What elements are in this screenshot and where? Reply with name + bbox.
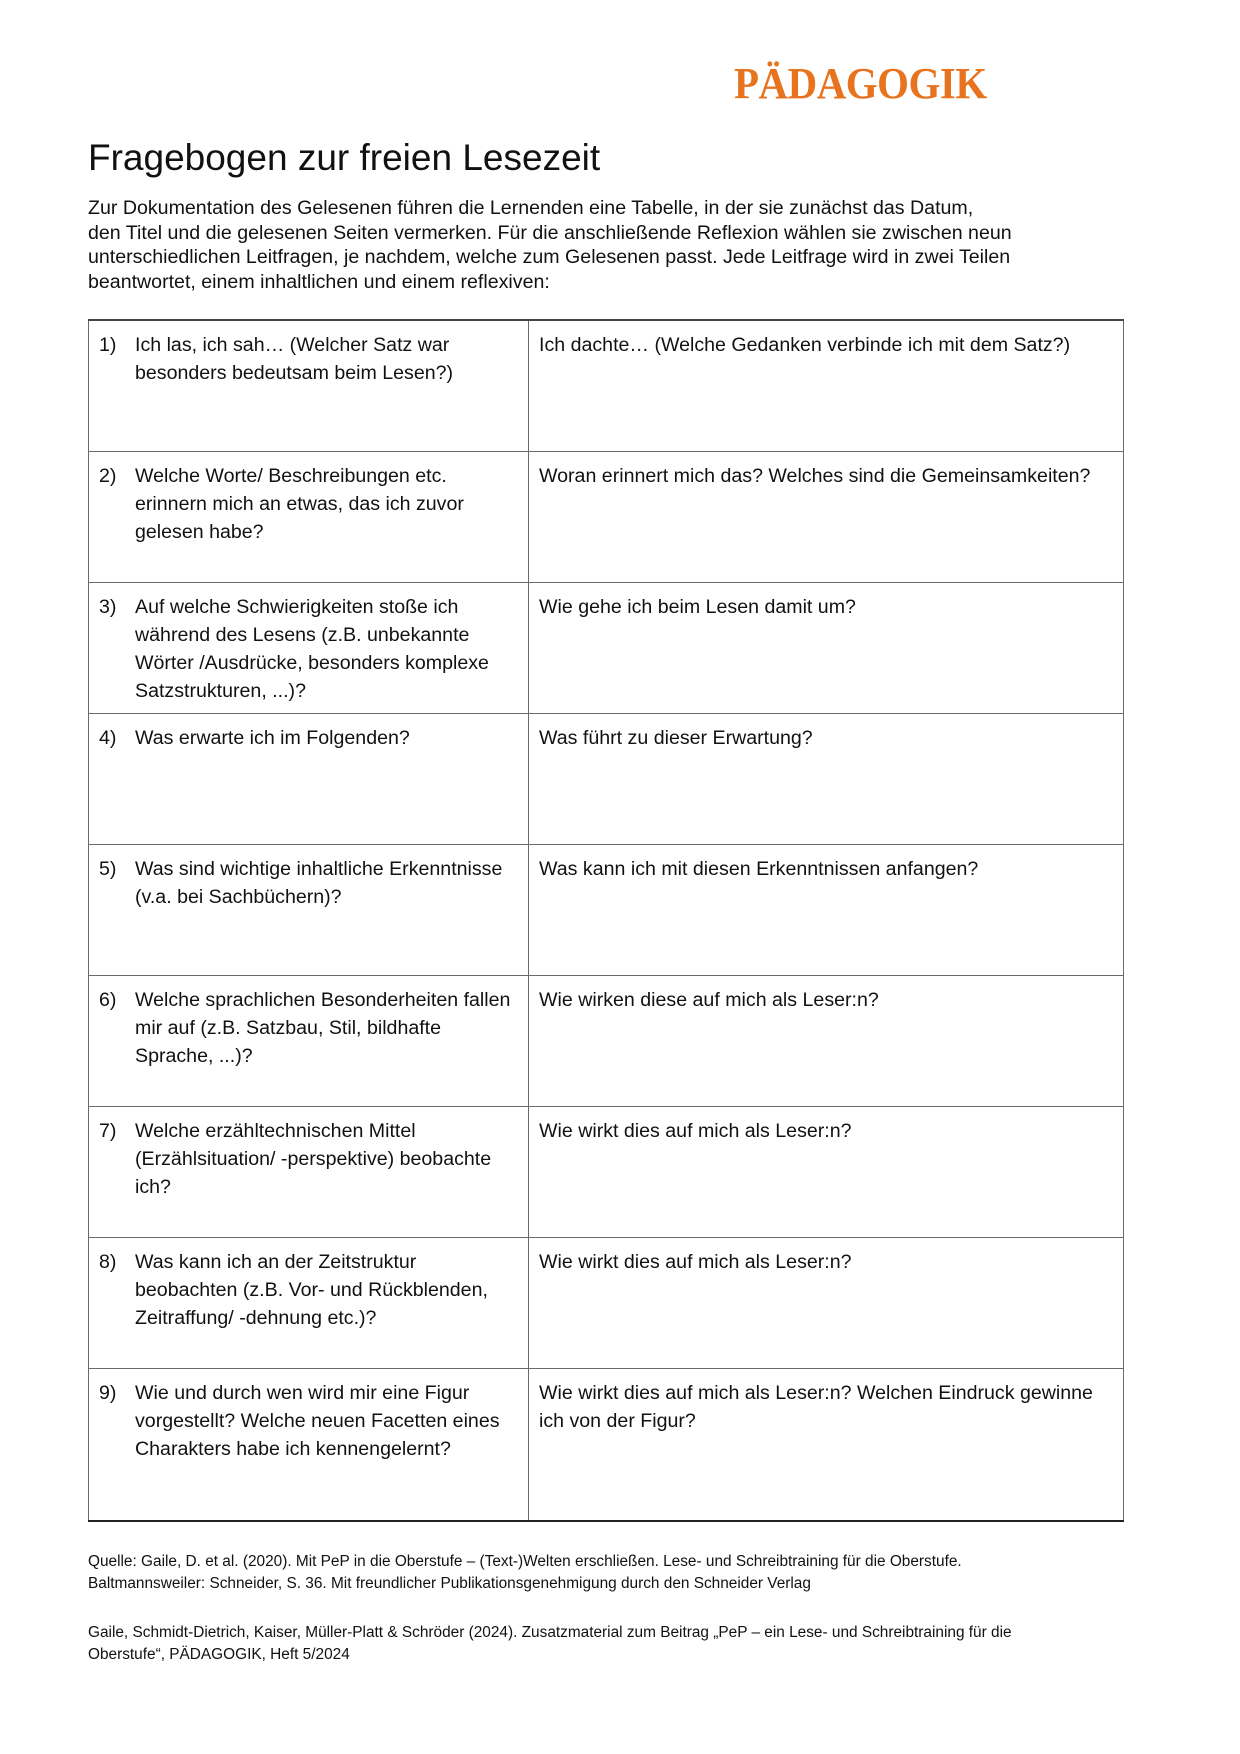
question-text: Auf welche Schwierigkeiten stoße ich während des Lesens (z.B. unbekannte Wörter /Ausdrücke, besonders komplexe Satzstrukturen, ...)? [135, 595, 489, 702]
question-text: Was kann ich an der Zeitstruktur beobachten (z.B. Vor- und Rückblenden, Zeitraffung/ -dehnung etc.)? [135, 1250, 488, 1329]
table-row [89, 844, 1124, 975]
source-citation [88, 1551, 1148, 1595]
question-number: 5) [99, 857, 117, 880]
credit-line: Gaile, Schmidt-Dietrich, Kaiser, Müller-Platt & Schröder (2024). Zusatzmaterial zum Beitrag „PeP – ein Lese- und Schreibtraining für die [88, 1624, 1012, 1641]
reflection-cell [529, 713, 1124, 844]
question-cell [89, 320, 529, 451]
reflection-cell [529, 582, 1124, 713]
source-line: Quelle: Gaile, D. et al. (2020). Mit PeP in die Oberstufe – (Text-)Welten erschließen. Lese- und Schreibtraining für die Oberstufe. [88, 1553, 962, 1570]
table-row [89, 1106, 1124, 1237]
question-text: Was erwarte ich im Folgenden? [135, 726, 410, 749]
question-number: 6) [99, 988, 117, 1011]
credit-citation [88, 1622, 1148, 1666]
question-text: Welche sprachlichen Besonderheiten fallen mir auf (z.B. Satzbau, Stil, bildhafte Sprache, ...)? [135, 988, 511, 1067]
table-row [89, 320, 1124, 451]
reflection-text: Wie wirkt dies auf mich als Leser:n? Welchen Eindruck gewinne ich von der Figur? [539, 1381, 1093, 1432]
source-line: Baltmannsweiler: Schneider, S. 36. Mit freundlicher Publikationsgenehmigung durch den Schneider Verlag [88, 1575, 811, 1592]
intro-line: unterschiedlichen Leitfragen, je nachdem, welche zum Gelesenen passt. Jede Leitfrage wird in zwei Teilen [88, 246, 1011, 269]
question-text: Welche erzähltechnischen Mittel (Erzählsituation/ -perspektive) beobachte ich? [135, 1119, 492, 1198]
reflection-cell [529, 1368, 1124, 1521]
question-cell [89, 975, 529, 1106]
question-text: Welche Worte/ Beschreibungen etc. erinnern mich an etwas, das ich zuvor gelesen habe? [135, 464, 464, 543]
question-number: 3) [99, 595, 117, 618]
intro-paragraph [88, 196, 1088, 295]
question-number: 9) [99, 1381, 117, 1404]
question-cell [89, 1237, 529, 1368]
intro-line: beantwortet, einem inhaltlichen und einem reflexiven: [88, 271, 550, 294]
table-row [89, 451, 1124, 582]
reflection-cell [529, 844, 1124, 975]
reflection-cell [529, 320, 1124, 451]
question-cell [89, 713, 529, 844]
reflection-text: Ich dachte… (Welche Gedanken verbinde ich mit dem Satz?) [539, 334, 1071, 356]
reflection-text: Was führt zu dieser Erwartung? [539, 726, 813, 749]
reflection-cell [529, 1237, 1124, 1368]
credit-line: Oberstufe“, PÄDAGOGIK, Heft 5/2024 [88, 1646, 350, 1663]
question-cell [89, 1368, 529, 1521]
reflection-text: Wie wirken diese auf mich als Leser:n? [539, 988, 879, 1011]
question-cell [89, 582, 529, 713]
question-text: Wie und durch wen wird mir eine Figur vorgestellt? Welche neuen Facetten eines Charakters habe ich kennengelernt? [135, 1381, 500, 1460]
question-cell [89, 451, 529, 582]
intro-line: Zur Dokumentation des Gelesenen führen die Lernenden eine Tabelle, in der sie zunächst das Datum, [88, 197, 974, 219]
intro-line: den Titel und die gelesenen Seiten vermerken. Für die anschließende Reflexion wählen sie zwischen neun [88, 221, 1012, 244]
question-number: 7) [99, 1119, 117, 1142]
table-row [89, 713, 1124, 844]
table-row [89, 975, 1124, 1106]
reflection-cell [529, 451, 1124, 582]
question-text: Was sind wichtige inhaltliche Erkenntnisse (v.a. bei Sachbüchern)? [135, 857, 503, 908]
reflection-cell [529, 975, 1124, 1106]
question-table [88, 319, 1124, 1522]
table-row [89, 1368, 1124, 1521]
page-title: Fragebogen zur freien Lesezeit [88, 137, 601, 178]
table-row [89, 582, 1124, 713]
question-number: 1) [99, 334, 117, 356]
reflection-text: Was kann ich mit diesen Erkenntnissen anfangen? [539, 857, 979, 880]
question-number: 8) [99, 1250, 117, 1273]
reflection-text: Woran erinnert mich das? Welches sind die Gemeinsamkeiten? [539, 464, 1091, 487]
reflection-text: Wie wirkt dies auf mich als Leser:n? [539, 1250, 852, 1273]
question-text: Ich las, ich sah… (Welcher Satz war besonders bedeutsam beim Lesen?) [135, 334, 454, 384]
question-cell [89, 1106, 529, 1237]
question-number: 4) [99, 726, 117, 749]
reflection-text: Wie gehe ich beim Lesen damit um? [539, 595, 856, 618]
question-cell [89, 844, 529, 975]
reflection-cell [529, 1106, 1124, 1237]
table-row [89, 1237, 1124, 1368]
reflection-text: Wie wirkt dies auf mich als Leser:n? [539, 1119, 852, 1142]
question-number: 2) [99, 464, 117, 487]
paedagogik-logo: PÄDAGOGIK [734, 59, 987, 108]
